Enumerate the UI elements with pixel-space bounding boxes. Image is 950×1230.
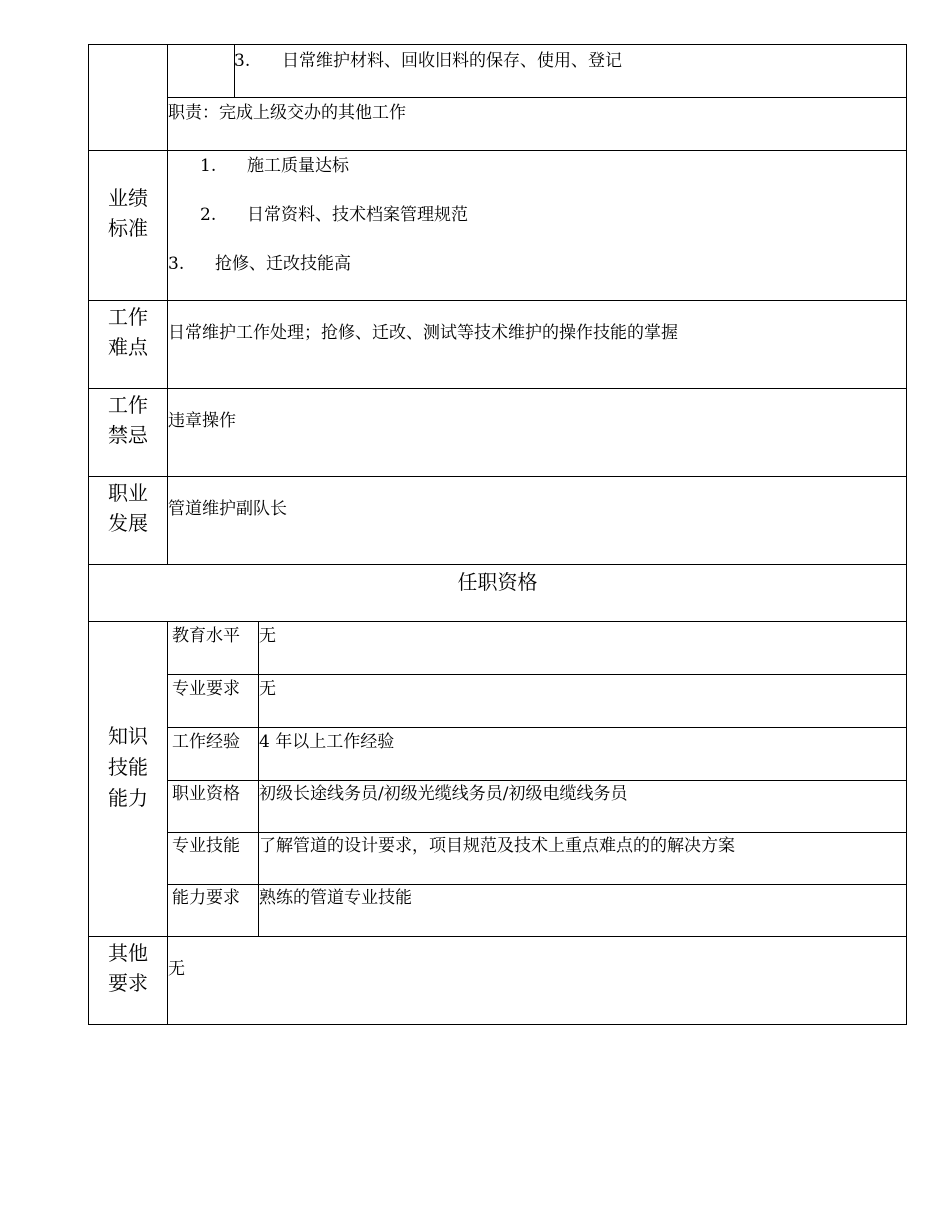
- skill-key: 专业技能: [172, 836, 240, 856]
- knowledge-label-line2: 技能: [108, 755, 148, 779]
- taboo-label-line1: 工作: [108, 393, 148, 417]
- major-value: 无: [259, 679, 276, 699]
- career-content-cell: [167, 476, 907, 565]
- other-label: [88, 938, 168, 998]
- taboo-text: 违章操作: [168, 411, 236, 431]
- difficulty-content-cell: [167, 300, 907, 389]
- performance-label-line1: 业绩: [108, 186, 148, 210]
- ability-value: 熟练的管道专业技能: [259, 888, 412, 908]
- taboo-content-cell: [167, 388, 907, 477]
- career-label-line2: 发展: [108, 511, 148, 535]
- career-label-line1: 职业: [108, 481, 148, 505]
- certification-value: 初级长途线务员/初级光缆线务员/初级电缆线务员: [259, 784, 628, 804]
- performance-item-1-text: 施工质量达标: [247, 156, 349, 176]
- other-label-line2: 要求: [108, 971, 148, 995]
- experience-value: 4 年以上工作经验: [259, 732, 395, 752]
- career-label: [88, 478, 168, 538]
- ability-key: 能力要求: [172, 888, 240, 908]
- major-key: 专业要求: [172, 679, 240, 699]
- qualification-header: 任职资格: [457, 570, 538, 594]
- difficulty-label: [88, 302, 168, 362]
- major-value-cell: [258, 674, 907, 728]
- taboo-label-line2: 禁忌: [108, 423, 148, 447]
- certification-key: 职业资格: [172, 784, 240, 804]
- performance-item-1-number: 1.: [200, 156, 217, 176]
- performance-item-2-text: 日常资料、技术档案管理规范: [247, 205, 468, 225]
- experience-key: 工作经验: [172, 732, 240, 752]
- career-text: 管道维护副队长: [168, 499, 287, 519]
- performance-label: [88, 183, 168, 243]
- duty-item-3-text: 日常维护材料、回收旧料的保存、使用、登记: [282, 51, 622, 71]
- duty-item-3-num-cell: [167, 44, 235, 98]
- other-content-cell: [167, 936, 907, 1025]
- taboo-label: [88, 390, 168, 450]
- knowledge-label: [88, 721, 168, 814]
- education-key: 教育水平: [172, 626, 240, 646]
- difficulty-label-line2: 难点: [108, 335, 148, 359]
- duty-item-3-number: 3.: [234, 51, 251, 71]
- performance-label-line2: 标准: [108, 216, 148, 240]
- other-text: 无: [168, 959, 185, 979]
- knowledge-label-line1: 知识: [108, 724, 148, 748]
- performance-item-2-number: 2.: [200, 205, 217, 225]
- skill-value: 了解管道的设计要求，项目规范及技术上重点难点的的解决方案: [259, 836, 735, 856]
- difficulty-text: 日常维护工作处理；抢修、迁改、测试等技术维护的操作技能的掌握: [168, 323, 678, 343]
- performance-item-3-text: 抢修、迁改技能高: [215, 254, 351, 274]
- education-value-cell: [258, 621, 907, 675]
- knowledge-label-line3: 能力: [108, 786, 148, 810]
- education-value: 无: [259, 626, 276, 646]
- duty-other-text: 职责：完成上级交办的其他工作: [168, 103, 406, 123]
- difficulty-label-line1: 工作: [108, 305, 148, 329]
- duties-label-cell: [88, 44, 168, 151]
- performance-item-3-number: 3.: [168, 254, 185, 274]
- other-label-line1: 其他: [108, 941, 148, 965]
